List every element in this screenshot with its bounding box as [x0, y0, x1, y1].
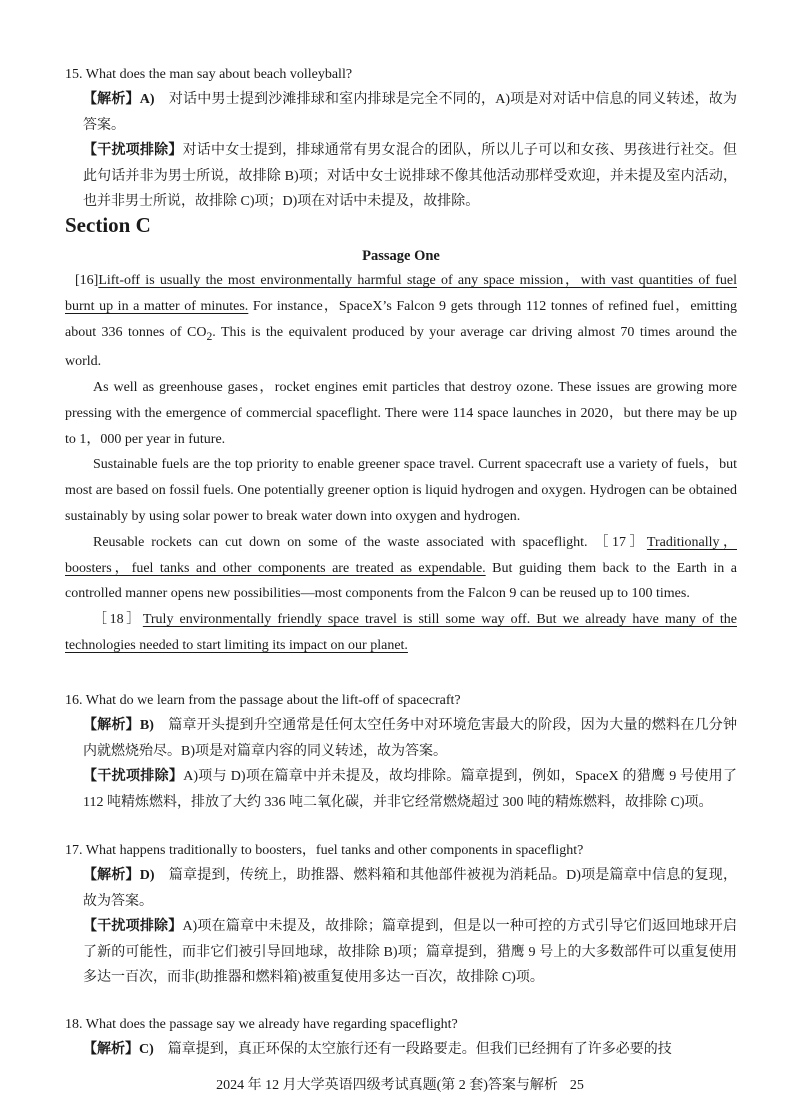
q18-analysis: [65, 1037, 737, 1063]
paragraph-text: For instance，SpaceX’s Falcon 9 gets through 112 tonnes of refined fuel，emitting about 336 tonnes of CO: [65, 298, 737, 340]
question-16-block: [65, 688, 737, 815]
analysis-text: 篇章提到，传统上，助推器、燃料箱和其他部件被视为消耗品。D)项是篇章中信息的复现，故为答案。: [83, 868, 737, 909]
q16-analysis: [65, 713, 737, 764]
analysis-text: 篇章开头提到升空通常是任何太空任务中对环境危害最大的阶段，因为大量的燃料在几分钟内就燃烧殆尽。B)项是对篇章内容的同义转述，故为答案。: [83, 718, 737, 759]
q15-distractor: [65, 138, 737, 215]
distractor-tag: 【干扰项排除】: [83, 769, 184, 784]
distractor-text: A)项与 D)项在篇章中并未提及，故均排除。篇章提到，例如，SpaceX 的猎鹰 9 号使用了 112 吨精炼燃料，排放了大约 336 吨二氧化碳，并非它经常燃烧超过 300 吨的精炼燃料，故排除 C)项。: [83, 769, 737, 810]
analysis-tag: 【解析】C): [83, 1042, 154, 1057]
distractor-tag: 【干扰项排除】: [83, 143, 183, 158]
question-17-block: [65, 838, 737, 991]
question-18-block: [65, 1012, 737, 1063]
question-18: 18. What does the passage say we already have regarding spaceflight?: [65, 1017, 458, 1032]
passage-paragraph-2: As well as greenhouse gases，rocket engines emit particles that destroy ozone. These issues are growing more pressing with the emergence of commercial spaceflight. There were 114 space launches in 2020，but there may be up to 1，000 per year in future.: [65, 379, 737, 447]
underlined-sentence: Lift-off is usually the most environmentally harmful stage of any space mission，with vast quantities of fuel burnt up in a matter of minutes.: [65, 273, 737, 314]
passage-paragraph-3: Sustainable fuels are the top priority to enable greener space travel. Current spacecraft use a variety of fuels，but most are based on fossil fuels. One potentially greener option is liquid hydrogen and oxygen. Hydrogen can be obtained sustainably by using solar power to break water down into oxygen and hydrogen.: [65, 457, 737, 524]
analysis-tag: 【解析】A): [83, 92, 155, 107]
question-16: 16. What do we learn from the passage about the lift-off of spacecraft?: [65, 693, 461, 708]
question-marker-18: ［18］: [93, 612, 143, 628]
q17-distractor: [65, 914, 737, 991]
distractor-tag: 【干扰项排除】: [83, 919, 183, 934]
question-17: 17. What happens traditionally to boosters，fuel tanks and other components in spaceflight?: [65, 843, 584, 858]
question-15-block: [65, 62, 737, 215]
q15-analysis: [65, 87, 737, 138]
analysis-text: 对话中男士提到沙滩排球和室内排球是完全不同的，A)项是对对话中信息的同义转述，故为答案。: [83, 92, 737, 133]
underlined-sentence: Traditionally，boosters，fuel tanks and other components are treated as expendable.: [65, 534, 737, 576]
paragraph-text: But guiding them back to the Earth in a controlled manner opens new possibilities—most components from the Falcon 9 can be reused up to 100 times.: [65, 560, 737, 602]
passage-title: Passage One: [362, 248, 440, 264]
underlined-sentence: Truly environmentally friendly space travel is still some way off. But we already have many of the technologies needed to start limiting its impact on our planet.: [65, 612, 737, 653]
subscript: 2: [206, 329, 213, 343]
paragraph-text: . This is the equivalent produced by your average car driving almost 70 times around the world.: [65, 324, 737, 370]
page-number: 25: [569, 1078, 584, 1093]
section-c: [65, 212, 737, 659]
footer-title: 2024 年 12 月大学英语四级考试真题(第 2 套)答案与解析: [216, 1078, 558, 1093]
distractor-text: 对话中女士提到，排球通常有男女混合的团队，所以儿子可以和女孩、男孩进行社交。但此句话并非为男士所说，故排除 B)项；对话中女士说排球不像其他活动那样受欢迎，并未提及室内活动，也并非男士所说，故排除 C)项；D)项在对话中未提及，故排除。: [83, 143, 738, 209]
passage-paragraph-1: [65, 268, 737, 375]
question-marker-16: [16]: [75, 273, 99, 288]
distractor-text: A)项在篇章中未提及，故排除；篇章提到，但是以一种可控的方式引导它们返回地球开启了新的可能性，而非它们被引导回地球，故排除 B)项；篇章提到，猎鹰 9 号上的大多数部件可以重复使用多达一百次，而非(助推器和燃料箱)被重复使用多达一百次，故排除 C)项。: [83, 919, 737, 985]
passage-paragraph-5: [65, 607, 737, 659]
q16-distractor: [65, 764, 737, 815]
page-footer: [0, 1074, 800, 1094]
passage-paragraph-4: [65, 530, 737, 607]
analysis-text: 篇章提到，真正环保的太空旅行还有一段路要走。但我们已经拥有了许多必要的技: [153, 1042, 672, 1057]
analysis-tag: 【解析】D): [83, 868, 155, 883]
paragraph-text: Reusable rockets can cut down on some of the waste associated with spaceflight. ［17］: [93, 534, 647, 550]
question-15: 15. What does the man say about beach volleyball?: [65, 67, 353, 82]
q17-analysis: [65, 863, 737, 914]
analysis-tag: 【解析】B): [83, 718, 154, 733]
section-title: Section C: [65, 213, 151, 237]
